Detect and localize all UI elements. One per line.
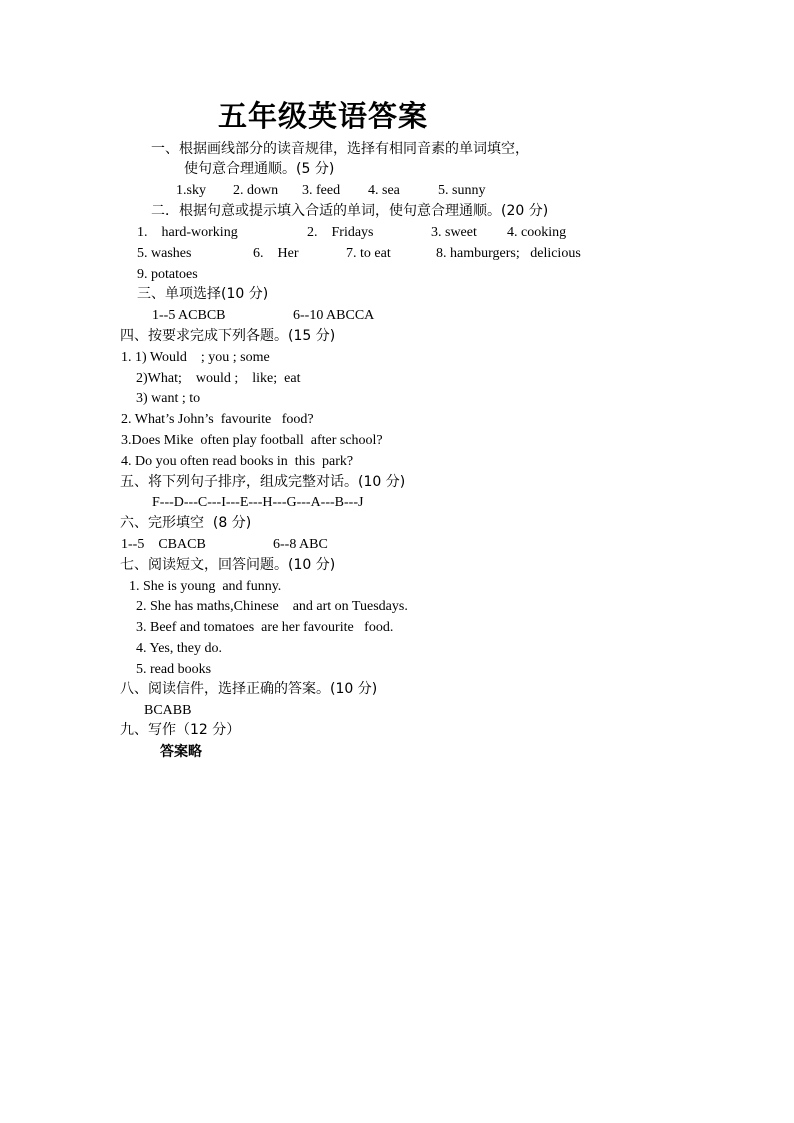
s2-answer-6: 6. Her	[253, 246, 299, 261]
s7-line-3: 3. Beef and tomatoes are her favourite food.	[136, 620, 394, 635]
s1-answer-3: 3. feed	[302, 183, 341, 198]
section-6-heading: 六、完形填空 (8 分)	[120, 515, 252, 531]
s8-answer: BCABB	[144, 703, 192, 718]
s4-line-3: 3) want ; to	[136, 391, 201, 406]
s4-line-5: 3.Does Mike often play football after school?	[121, 433, 383, 448]
s7-line-2: 2. She has maths,Chinese and art on Tuesdays.	[136, 599, 408, 614]
s7-line-4: 4. Yes, they do.	[136, 641, 222, 656]
s2-answer-1: 1. hard-working	[137, 225, 238, 240]
s5-answer: F---D---C---I---E---H---G---A---B---J	[152, 495, 364, 510]
section-5-heading: 五、将下列句子排序，组成完整对话。(10 分)	[120, 474, 406, 490]
s4-line-6: 4. Do you often read books in this park?	[121, 454, 354, 469]
s3-answer-2: 6--10 ABCCA	[293, 308, 375, 323]
s2-answer-3: 3. sweet	[431, 225, 477, 240]
section-9-heading: 九、写作（12 分）	[120, 722, 241, 738]
section-1-heading-cont: 使句意合理通顺。(5 分)	[184, 161, 335, 177]
s7-line-5: 5. read books	[136, 662, 212, 677]
s4-line-2: 2)What; would ; like; eat	[136, 371, 301, 386]
section-8-heading: 八、阅读信件，选择正确的答案。(10 分)	[120, 681, 378, 697]
s1-answer-4: 4. sea	[368, 183, 400, 198]
s9-answer: 答案略	[160, 744, 202, 760]
s4-line-4: 2. What’s John’s favourite food?	[121, 412, 314, 427]
s4-line-1: 1. 1) Would ; you ; some	[121, 350, 270, 365]
s6-answer-1: 1--5 CBACB	[121, 537, 206, 552]
s2-answer-4: 4. cooking	[507, 225, 567, 240]
s3-answer-1: 1--5 ACBCB	[152, 308, 226, 323]
s6-answer-2: 6--8 ABC	[273, 537, 328, 552]
section-3-heading: 三、单项选择(10 分)	[137, 286, 269, 302]
section-2-heading: 二．根据句意或提示填入合适的单词，使句意合理通顺。(20 分)	[151, 203, 549, 219]
s1-answer-2: 2. down	[233, 183, 279, 198]
s2-answer-7: 7. to eat	[346, 246, 391, 261]
s2-answer-8: 8. hamburgers; delicious	[436, 246, 581, 261]
s7-line-1: 1. She is young and funny.	[129, 579, 282, 594]
section-4-heading: 四、按要求完成下列各题。(15 分)	[120, 328, 336, 344]
s2-answer-5: 5. washes	[137, 246, 192, 261]
section-1-heading: 一、根据画线部分的读音规律，选择有相同音素的单词填空，	[151, 141, 529, 157]
s2-answer-9: 9. potatoes	[137, 267, 198, 282]
s2-answer-2: 2. Fridays	[307, 225, 374, 240]
s1-answer-5: 5. sunny	[438, 183, 486, 198]
s1-answer-1: 1.sky	[176, 183, 206, 198]
page-title: 五年级英语答案	[218, 99, 429, 133]
section-7-heading: 七、阅读短文，回答问题。(10 分)	[120, 557, 336, 573]
